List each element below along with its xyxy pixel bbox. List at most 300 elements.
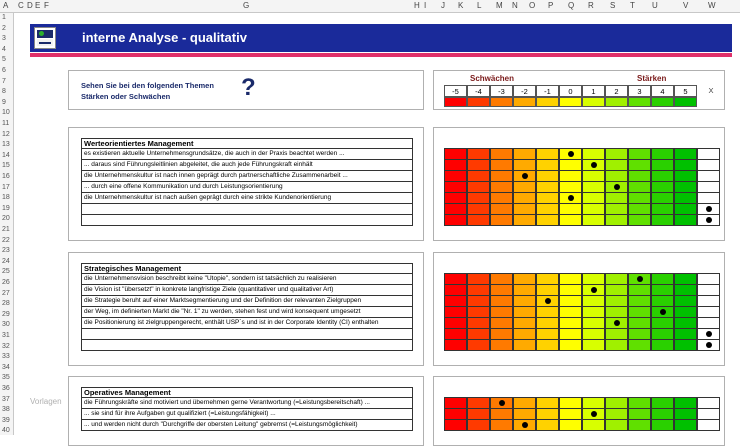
- scale-color-1: [467, 97, 490, 107]
- column-header-p[interactable]: P: [548, 1, 554, 10]
- rating-cell[interactable]: [467, 296, 490, 307]
- row-number-17[interactable]: 17: [2, 183, 10, 191]
- rating-cell[interactable]: [674, 420, 697, 431]
- rating-cell[interactable]: [490, 204, 513, 215]
- statement-row[interactable]: die Positionierung ist zielgruppengerecht, enthält USP´s und ist in der Corporate Identity (CI) enthalten: [81, 318, 413, 329]
- rating-cell[interactable]: [582, 171, 605, 182]
- rating-cell[interactable]: [697, 409, 720, 420]
- rating-cell[interactable]: [582, 420, 605, 431]
- row-number-40[interactable]: 40: [2, 427, 10, 435]
- rating-cell[interactable]: [628, 340, 651, 351]
- row-number-26[interactable]: 26: [2, 279, 10, 286]
- rating-cell[interactable]: [513, 329, 536, 340]
- row-number-1[interactable]: 1: [2, 14, 6, 21]
- rating-cell[interactable]: [605, 148, 628, 160]
- column-header-t[interactable]: T: [630, 1, 635, 10]
- rating-cell[interactable]: [582, 340, 605, 351]
- rating-cell[interactable]: [605, 285, 628, 296]
- rating-marker: [706, 217, 712, 223]
- rating-cell[interactable]: [651, 397, 674, 409]
- rating-cell[interactable]: [513, 182, 536, 193]
- rating-cell[interactable]: [513, 397, 536, 409]
- rating-cell[interactable]: [674, 409, 697, 420]
- rating-cell[interactable]: [444, 340, 467, 351]
- row-number-2[interactable]: 2: [2, 24, 6, 32]
- rating-cell[interactable]: [467, 204, 490, 215]
- rating-cell[interactable]: [536, 204, 559, 215]
- rating-cell[interactable]: [697, 193, 720, 204]
- column-header-g[interactable]: G: [243, 1, 250, 10]
- rating-cell[interactable]: [674, 307, 697, 318]
- rating-cell[interactable]: [559, 215, 582, 226]
- rating-cell[interactable]: [513, 171, 536, 182]
- rating-cell[interactable]: [536, 409, 559, 420]
- column-header-i[interactable]: I: [424, 1, 427, 10]
- rating-cell[interactable]: [674, 340, 697, 351]
- scale-value-10: 5: [674, 85, 697, 97]
- rating-cell[interactable]: [536, 160, 559, 171]
- rating-cell[interactable]: [674, 285, 697, 296]
- rating-cell[interactable]: [628, 409, 651, 420]
- scale-value-3: -2: [513, 85, 536, 97]
- row-number-27[interactable]: 27: [2, 289, 10, 297]
- rating-cell[interactable]: [628, 296, 651, 307]
- row-number-21[interactable]: 21: [2, 226, 10, 233]
- row-number-36[interactable]: 36: [2, 385, 10, 392]
- row-number-6[interactable]: 6: [2, 67, 6, 74]
- column-header-c[interactable]: C: [18, 1, 24, 10]
- rating-cell[interactable]: [628, 420, 651, 431]
- rating-cell[interactable]: [697, 296, 720, 307]
- rating-cell[interactable]: [651, 409, 674, 420]
- scale-value-4: -1: [536, 85, 559, 97]
- rating-cell[interactable]: [536, 182, 559, 193]
- rating-cell[interactable]: [444, 397, 467, 409]
- rating-cell[interactable]: [674, 148, 697, 160]
- row-number-33[interactable]: 33: [2, 353, 10, 361]
- rating-cell[interactable]: [559, 160, 582, 171]
- rating-cell[interactable]: [582, 285, 605, 296]
- rating-cell[interactable]: [559, 204, 582, 215]
- row-number-13[interactable]: 13: [2, 141, 10, 149]
- rating-cell[interactable]: [697, 182, 720, 193]
- row-number-28[interactable]: 28: [2, 300, 10, 308]
- rating-cell[interactable]: [674, 160, 697, 171]
- rating-cell[interactable]: [651, 307, 674, 318]
- rating-cell[interactable]: [467, 318, 490, 329]
- rating-cell[interactable]: [582, 215, 605, 226]
- rating-cell[interactable]: [513, 420, 536, 431]
- rating-cell[interactable]: [582, 296, 605, 307]
- column-header-o[interactable]: O: [529, 1, 536, 10]
- rating-cell[interactable]: [559, 420, 582, 431]
- statement-row[interactable]: [81, 204, 413, 215]
- rating-cell[interactable]: [559, 182, 582, 193]
- column-header-f[interactable]: F: [44, 1, 49, 10]
- statement-row[interactable]: die Unternehmenskultur ist nach innen geprägt durch partnerschaftliche Zusammenarbeit ...: [81, 171, 413, 182]
- rating-cell[interactable]: [467, 171, 490, 182]
- rating-cell[interactable]: [490, 296, 513, 307]
- row-number-4[interactable]: 4: [2, 45, 6, 53]
- rating-cell[interactable]: [605, 318, 628, 329]
- rating-cell[interactable]: [628, 397, 651, 409]
- rating-cell[interactable]: [467, 285, 490, 296]
- rating-marker: [591, 162, 597, 168]
- row-number-10[interactable]: 10: [2, 109, 10, 117]
- column-header-l[interactable]: L: [477, 1, 482, 10]
- rating-cell[interactable]: [674, 182, 697, 193]
- rating-cell[interactable]: [605, 397, 628, 409]
- rating-cell[interactable]: [536, 307, 559, 318]
- row-number-39[interactable]: 39: [2, 416, 10, 424]
- column-header-h[interactable]: H: [414, 1, 420, 10]
- statement-row[interactable]: [81, 329, 413, 340]
- rating-cell[interactable]: [536, 318, 559, 329]
- rating-cell[interactable]: [513, 318, 536, 329]
- rating-cell[interactable]: [697, 215, 720, 226]
- rating-cell[interactable]: [559, 273, 582, 285]
- rating-cell[interactable]: [536, 329, 559, 340]
- rating-cell[interactable]: [697, 148, 720, 160]
- column-header-s[interactable]: S: [610, 1, 616, 10]
- rating-cell[interactable]: [444, 273, 467, 285]
- rating-cell[interactable]: [444, 215, 467, 226]
- rating-cell[interactable]: [536, 215, 559, 226]
- rating-cell[interactable]: [628, 171, 651, 182]
- statement-row[interactable]: ... und werden nicht durch "Durchgriffe der obersten Leitung" gebremst (=Leistungsmöglichkeit): [81, 420, 413, 431]
- rating-cell[interactable]: [697, 160, 720, 171]
- rating-cell[interactable]: [490, 318, 513, 329]
- column-header-q[interactable]: Q: [568, 1, 575, 10]
- rating-cell[interactable]: [536, 296, 559, 307]
- rating-cell[interactable]: [582, 148, 605, 160]
- row-number-38[interactable]: 38: [2, 406, 10, 414]
- rating-cell[interactable]: [444, 329, 467, 340]
- rating-cell[interactable]: [605, 273, 628, 285]
- rating-cell[interactable]: [674, 296, 697, 307]
- rating-cell[interactable]: [697, 273, 720, 285]
- rating-cell[interactable]: [490, 273, 513, 285]
- rating-cell[interactable]: [467, 215, 490, 226]
- row-number-3[interactable]: 3: [2, 35, 6, 43]
- rating-cell[interactable]: [697, 397, 720, 409]
- weaknesses-label: Schwächen: [470, 74, 515, 83]
- rating-cell[interactable]: [444, 420, 467, 431]
- row-number-14[interactable]: 14: [2, 151, 10, 159]
- rating-cell[interactable]: [467, 193, 490, 204]
- rating-cell[interactable]: [513, 204, 536, 215]
- rating-cell[interactable]: [559, 307, 582, 318]
- statement-row[interactable]: [81, 215, 413, 226]
- rating-cell[interactable]: [582, 160, 605, 171]
- rating-cell[interactable]: [490, 193, 513, 204]
- column-header-d[interactable]: D: [27, 1, 33, 10]
- rating-cell[interactable]: [444, 193, 467, 204]
- column-header-w[interactable]: W: [708, 1, 716, 10]
- row-number-19[interactable]: 19: [2, 204, 10, 212]
- rating-cell[interactable]: [674, 273, 697, 285]
- row-number-11[interactable]: 11: [2, 120, 10, 127]
- rating-cell[interactable]: [559, 318, 582, 329]
- rating-cell[interactable]: [513, 285, 536, 296]
- row-number-24[interactable]: 24: [2, 257, 10, 265]
- rating-cell[interactable]: [697, 340, 720, 351]
- column-header-u[interactable]: U: [652, 1, 658, 10]
- row-number-29[interactable]: 29: [2, 310, 10, 318]
- statement-row[interactable]: die Vision ist "übersetzt" in konkrete langfristige Ziele (quantitativer und qualitativer Art): [81, 285, 413, 296]
- rating-cell[interactable]: [536, 285, 559, 296]
- rating-cell[interactable]: [559, 329, 582, 340]
- rating-cell[interactable]: [444, 318, 467, 329]
- row-number-7[interactable]: 7: [2, 77, 6, 85]
- rating-cell[interactable]: [582, 397, 605, 409]
- rating-cell[interactable]: [651, 318, 674, 329]
- rating-cell[interactable]: [628, 182, 651, 193]
- rating-cell[interactable]: [605, 340, 628, 351]
- rating-cell[interactable]: [651, 296, 674, 307]
- rating-cell[interactable]: [605, 193, 628, 204]
- statement-row[interactable]: [81, 340, 413, 351]
- rating-cell[interactable]: [559, 171, 582, 182]
- rating-cell[interactable]: [651, 171, 674, 182]
- rating-cell[interactable]: [444, 296, 467, 307]
- rating-cell[interactable]: [605, 182, 628, 193]
- scale-value-6: 1: [582, 85, 605, 97]
- rating-cell[interactable]: [513, 148, 536, 160]
- row-number-37[interactable]: 37: [2, 395, 10, 403]
- statement-row[interactable]: die Strategie beruht auf einer Marktsegmentierung und der Definition der relevanten Zielgruppen: [81, 296, 413, 307]
- rating-cell[interactable]: [536, 148, 559, 160]
- rating-cell[interactable]: [513, 160, 536, 171]
- title-banner: [30, 24, 732, 52]
- rating-cell[interactable]: [513, 409, 536, 420]
- rating-cell[interactable]: [628, 318, 651, 329]
- rating-cell[interactable]: [490, 340, 513, 351]
- rating-cell[interactable]: [651, 160, 674, 171]
- rating-cell[interactable]: [490, 285, 513, 296]
- rating-cell[interactable]: [628, 273, 651, 285]
- rating-cell[interactable]: [559, 340, 582, 351]
- row-number-15[interactable]: 15: [2, 162, 10, 170]
- rating-cell[interactable]: [628, 148, 651, 160]
- statement-row[interactable]: die Führungskräfte sind motiviert und übernehmen gerne Verantwortung (=Leistungsbereitschaft) ...: [81, 398, 413, 409]
- rating-cell[interactable]: [674, 397, 697, 409]
- rating-cell[interactable]: [582, 193, 605, 204]
- rating-cell[interactable]: [697, 307, 720, 318]
- rating-cell[interactable]: [651, 148, 674, 160]
- rating-cell[interactable]: [467, 397, 490, 409]
- rating-cell[interactable]: [582, 409, 605, 420]
- rating-cell[interactable]: [490, 397, 513, 409]
- rating-cell[interactable]: [651, 329, 674, 340]
- rating-cell[interactable]: [490, 171, 513, 182]
- instruction-line-2: Stärken oder Schwächen: [81, 92, 171, 101]
- rating-cell[interactable]: [582, 204, 605, 215]
- row-number-12[interactable]: 12: [2, 130, 10, 138]
- rating-cell[interactable]: [490, 160, 513, 171]
- row-number-5[interactable]: 5: [2, 56, 6, 64]
- row-number-23[interactable]: 23: [2, 247, 10, 255]
- rating-cell[interactable]: [444, 171, 467, 182]
- rating-cell[interactable]: [444, 148, 467, 160]
- statement-row[interactable]: es existieren aktuelle Unternehmensgrundsätze, die auch in der Praxis beachtet werden ...: [81, 149, 413, 160]
- rating-cell[interactable]: [513, 307, 536, 318]
- rating-cell[interactable]: [490, 329, 513, 340]
- rating-cell[interactable]: [490, 182, 513, 193]
- rating-cell[interactable]: [697, 329, 720, 340]
- rating-cell[interactable]: [536, 273, 559, 285]
- rating-cell[interactable]: [444, 409, 467, 420]
- rating-cell[interactable]: [444, 285, 467, 296]
- rating-cell[interactable]: [628, 193, 651, 204]
- rating-cell[interactable]: [605, 160, 628, 171]
- rating-cell[interactable]: [444, 307, 467, 318]
- column-header-r[interactable]: R: [588, 1, 594, 10]
- rating-cell[interactable]: [628, 204, 651, 215]
- column-header-m[interactable]: M: [496, 1, 503, 10]
- rating-cell[interactable]: [582, 318, 605, 329]
- rating-cell[interactable]: [559, 409, 582, 420]
- row-number-18[interactable]: 18: [2, 194, 10, 202]
- rating-cell[interactable]: [559, 148, 582, 160]
- rating-cell[interactable]: [582, 329, 605, 340]
- rating-cell[interactable]: [628, 215, 651, 226]
- rating-cell[interactable]: [605, 296, 628, 307]
- rating-cell[interactable]: [697, 171, 720, 182]
- rating-cell[interactable]: [651, 215, 674, 226]
- rating-cell[interactable]: [467, 160, 490, 171]
- rating-cell[interactable]: [559, 397, 582, 409]
- scale-x-label: X: [708, 86, 714, 95]
- rating-cell[interactable]: [513, 340, 536, 351]
- row-number-25[interactable]: 25: [2, 268, 10, 276]
- column-header-a[interactable]: A: [3, 1, 9, 10]
- rating-cell[interactable]: [513, 273, 536, 285]
- rating-cell[interactable]: [490, 215, 513, 226]
- rating-cell[interactable]: [697, 420, 720, 431]
- rating-cell[interactable]: [651, 273, 674, 285]
- rating-cell[interactable]: [651, 340, 674, 351]
- rating-cell[interactable]: [559, 285, 582, 296]
- rating-cell[interactable]: [674, 204, 697, 215]
- rating-cell[interactable]: [628, 307, 651, 318]
- row-number-20[interactable]: 20: [2, 215, 10, 223]
- rating-cell[interactable]: [490, 409, 513, 420]
- rating-cell[interactable]: [536, 420, 559, 431]
- row-number-8[interactable]: 8: [2, 88, 6, 96]
- rating-cell[interactable]: [467, 148, 490, 160]
- rating-cell[interactable]: [651, 204, 674, 215]
- statement-row[interactable]: der Weg, im definierten Markt die "Nr. 1" zu werden, stehen fest und wird konsequent umgesetzt: [81, 307, 413, 318]
- row-number-22[interactable]: 22: [2, 236, 10, 244]
- rating-cell[interactable]: [605, 171, 628, 182]
- rating-cell[interactable]: [490, 307, 513, 318]
- rating-cell[interactable]: [697, 285, 720, 296]
- rating-cell[interactable]: [628, 329, 651, 340]
- rating-marker: [706, 342, 712, 348]
- column-header-j[interactable]: J: [441, 1, 445, 10]
- rating-cell[interactable]: [651, 182, 674, 193]
- rating-cell[interactable]: [605, 420, 628, 431]
- statement-row[interactable]: die Unternehmenskultur ist nach außen geprägt durch eine strikte Kundenorientierung: [81, 193, 413, 204]
- rating-cell[interactable]: [674, 193, 697, 204]
- rating-cell[interactable]: [605, 204, 628, 215]
- row-number-16[interactable]: 16: [2, 173, 10, 180]
- rating-cell[interactable]: [467, 307, 490, 318]
- rating-cell[interactable]: [605, 215, 628, 226]
- rating-cell[interactable]: [490, 148, 513, 160]
- row-number-31[interactable]: 31: [2, 332, 10, 339]
- rating-cell[interactable]: [536, 340, 559, 351]
- rating-cell[interactable]: [674, 171, 697, 182]
- rating-cell[interactable]: [582, 273, 605, 285]
- rating-cell[interactable]: [674, 329, 697, 340]
- rating-cell[interactable]: [467, 182, 490, 193]
- scale-value-2: -3: [490, 85, 513, 97]
- rating-cell[interactable]: [467, 340, 490, 351]
- column-header-v[interactable]: V: [683, 1, 689, 10]
- rating-marker: [522, 422, 528, 428]
- rating-cell[interactable]: [444, 160, 467, 171]
- rating-cell[interactable]: [536, 397, 559, 409]
- row-number-9[interactable]: 9: [2, 98, 6, 106]
- rating-cell[interactable]: [651, 285, 674, 296]
- rating-cell[interactable]: [674, 318, 697, 329]
- row-number-30[interactable]: 30: [2, 321, 10, 329]
- rating-cell[interactable]: [674, 215, 697, 226]
- rating-cell[interactable]: [444, 204, 467, 215]
- rating-cell[interactable]: [490, 420, 513, 431]
- rating-cell[interactable]: [697, 204, 720, 215]
- rating-cell[interactable]: [651, 193, 674, 204]
- column-header-e[interactable]: E: [35, 1, 41, 10]
- row-number-34[interactable]: 34: [2, 363, 10, 371]
- statement-row[interactable]: ... daraus sind Führungsleitlinien abgeleitet, die auch jede Führungskraft einhält: [81, 160, 413, 171]
- rating-cell[interactable]: [628, 160, 651, 171]
- rating-cell[interactable]: [536, 171, 559, 182]
- rating-cell[interactable]: [697, 318, 720, 329]
- row-number-35[interactable]: 35: [2, 374, 10, 382]
- rating-cell[interactable]: [536, 193, 559, 204]
- rating-cell[interactable]: [513, 296, 536, 307]
- rating-cell[interactable]: [651, 420, 674, 431]
- rating-cell[interactable]: [605, 329, 628, 340]
- rating-cell[interactable]: [582, 182, 605, 193]
- rating-cell[interactable]: [628, 285, 651, 296]
- rating-cell[interactable]: [605, 307, 628, 318]
- rating-cell[interactable]: [467, 273, 490, 285]
- rating-cell[interactable]: [467, 329, 490, 340]
- rating-cell[interactable]: [559, 296, 582, 307]
- rating-cell[interactable]: [467, 420, 490, 431]
- rating-cell[interactable]: [467, 409, 490, 420]
- statement-row[interactable]: ... sie sind für ihre Aufgaben gut qualifiziert (=Leistungsfähigkeit) ...: [81, 409, 413, 420]
- column-header-k[interactable]: K: [458, 1, 464, 10]
- rating-cell[interactable]: [559, 193, 582, 204]
- rating-cell[interactable]: [444, 182, 467, 193]
- rating-cell[interactable]: [582, 307, 605, 318]
- rating-scale-legend: [433, 70, 725, 110]
- rating-cell[interactable]: [605, 409, 628, 420]
- scale-color-10: [674, 97, 697, 107]
- row-number-32[interactable]: 32: [2, 342, 10, 350]
- statement-row[interactable]: ... durch eine offene Kommunikation und durch Leistungsorientierung: [81, 182, 413, 193]
- column-header-n[interactable]: N: [512, 1, 518, 10]
- rating-cell[interactable]: [513, 193, 536, 204]
- rating-marker: [568, 195, 574, 201]
- statement-row[interactable]: die Unternehmensvision beschreibt keine "Utopie", sondern ist tatsächlich zu realisieren: [81, 274, 413, 285]
- rating-cell[interactable]: [513, 215, 536, 226]
